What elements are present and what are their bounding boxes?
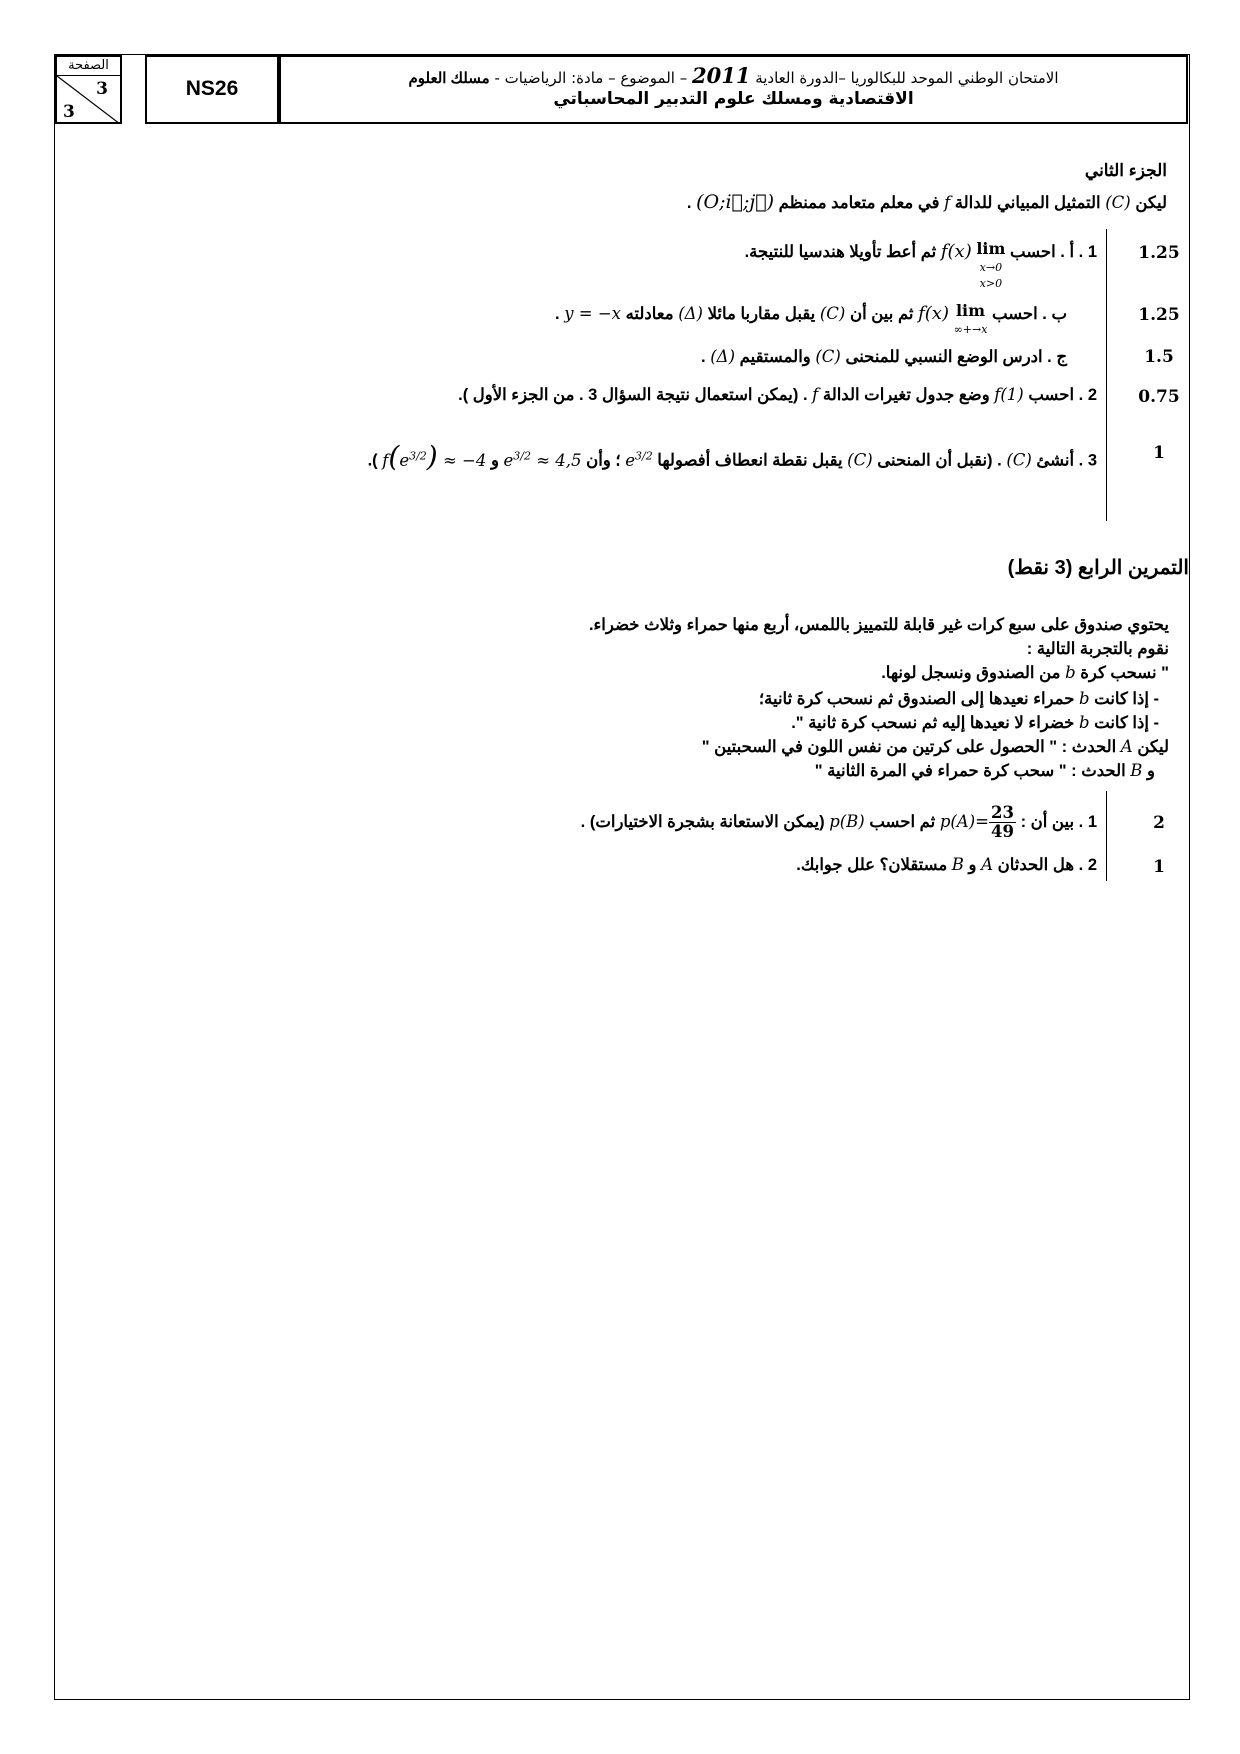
q3-end: ).: [367, 451, 378, 470]
pB: p(B): [829, 812, 865, 831]
intro-text-a: ليكن: [1135, 194, 1167, 212]
ball-b: b: [1065, 663, 1076, 682]
ex4-p2: نقوم بالتجربة التالية :: [1026, 640, 1169, 658]
ball-b-2: b: [1078, 689, 1090, 708]
q3-text4: و: [490, 451, 499, 470]
q1a-label: 1 . أ . احسب: [1010, 243, 1097, 261]
event-B: B: [1130, 761, 1143, 780]
title-year: 2011: [691, 63, 751, 88]
pA-expr: [939, 802, 1016, 841]
title-mid: – الموضوع – مادة: الرياضيات -: [494, 69, 688, 87]
score-1c: 1.5: [1144, 347, 1174, 367]
title-stream: مسلك العلوم: [408, 70, 490, 87]
q3-text3: ؛ وأن: [586, 451, 621, 470]
q2-A: A: [981, 855, 994, 874]
title-line2: الاقتصادية ومسلك علوم التدبير المحاسباتي: [553, 89, 914, 109]
ex4-question-1: [581, 799, 1097, 845]
ex4-p3: [881, 663, 1169, 683]
q3-text: . (نقبل أن المنحنى: [877, 451, 1002, 470]
p3-a: " نسحب كرة: [1080, 664, 1169, 682]
ex4-p6: [702, 737, 1169, 757]
q1b-curve: (C): [819, 304, 846, 323]
question-1c: [701, 347, 1067, 367]
p4-b: حمراء نعيدها إلى الصندوق ثم نسحب كرة ثانية؛: [758, 690, 1075, 708]
q2-text2: مستقلان؟ علل جوابك.: [796, 856, 948, 874]
q1c-text: والمستقيم: [739, 348, 811, 366]
q1b-end: .: [555, 305, 560, 323]
f-sym: f: [382, 450, 389, 470]
part2-margin-rule: [1106, 229, 1107, 521]
score-ex4-q1: 2: [1153, 813, 1165, 833]
exam-page: [54, 54, 1190, 1700]
q1a-text: ثم أعط تأويلا هندسيا للنتيجة.: [744, 243, 937, 261]
lim-word: lim: [976, 239, 1006, 258]
title-prefix: الامتحان الوطني الموحد للبكالوريا –الدورة العادية: [755, 69, 1059, 87]
q1b-text2: يقبل مقاربا مائلا: [707, 305, 816, 323]
exercise4-heading: التمرين الرابع (3 نقط): [1007, 557, 1189, 579]
e-exp: 3/2: [635, 449, 653, 462]
q1-text2: (يمكن الاستعانة بشجرة الاختيارات) .: [580, 813, 825, 831]
q2-f1: f(1): [994, 385, 1024, 404]
intro-curve: (C): [1105, 193, 1131, 212]
q3-curve2: (C): [847, 450, 873, 470]
q2-and: و: [968, 856, 977, 874]
p6-a: ليكن: [1137, 738, 1169, 756]
page-total: 3: [63, 102, 75, 122]
event-A: A: [1120, 737, 1133, 756]
intro-end: .: [686, 194, 692, 212]
q2-B: B: [951, 855, 964, 874]
ex4-question-2: [796, 855, 1097, 875]
pA: p(A)=: [939, 812, 989, 831]
subject-code: NS26: [145, 55, 279, 124]
p5-b: خضراء لا نعيدها إليه ثم نسحب كرة ثانية ".: [791, 714, 1075, 732]
q3-label: 3 . أنشئ: [1036, 451, 1097, 470]
q1b-asymptote: (Δ): [678, 304, 703, 323]
q1b-fx: f(x): [918, 303, 949, 324]
q2-label2: 2 . هل الحدثان: [997, 856, 1097, 874]
q1c-label: ج . ادرس الوضع النسبي للمنحنى: [845, 348, 1067, 366]
score-ex4-q2: 1: [1153, 857, 1165, 877]
ex4-p7: [815, 761, 1155, 781]
q1b-label: ب . احسب: [992, 305, 1067, 323]
p7-a: و: [1147, 762, 1155, 780]
fraction: [989, 804, 1016, 841]
ball-b-3: b: [1078, 713, 1090, 732]
page-current: 3: [96, 79, 108, 99]
q1b-sub: x→+∞: [953, 322, 988, 336]
lim-word-2: lim: [955, 301, 986, 320]
p5-a: - إذا كانت: [1094, 714, 1159, 732]
question-1a: [745, 241, 1097, 291]
frac-num: 23: [991, 802, 1014, 822]
q1a-fx: f(x): [940, 241, 972, 262]
q1b-text3: معادلته: [625, 305, 674, 323]
q2-label: 2 . احسب: [1028, 386, 1097, 404]
q2-text: وضع جدول تغيرات الدالة: [822, 386, 990, 404]
q1c-end: .: [701, 348, 706, 366]
score-2: 0.75: [1138, 387, 1180, 407]
q1a-sub: x→0: [979, 260, 1003, 274]
q1b-limit: [954, 303, 988, 336]
q1b-equation: y = −x: [564, 304, 621, 323]
q3-e32: [625, 451, 652, 470]
exam-header: [55, 55, 1188, 125]
p4-a: - إذا كانت: [1094, 690, 1159, 708]
q3-curve: (C): [1006, 450, 1032, 470]
p3-b: من الصندوق ونسجل لونها.: [881, 664, 1061, 682]
p7-b: الحدث : " سحب كرة حمراء في المرة الثانية ": [814, 762, 1126, 780]
intro-frame: (O;i⃗;j⃗): [696, 191, 775, 213]
question-3: [368, 433, 1097, 484]
frac-den: 49: [991, 822, 1014, 841]
q3-text2: يقبل نقطة انعطاف أفصولها: [657, 451, 843, 470]
part2-heading: الجزء الثاني: [1084, 161, 1167, 180]
q1a-limit: [976, 241, 1005, 291]
q1-text: ثم احسب: [869, 813, 936, 831]
q1-label: 1 . بين أن :: [1020, 813, 1097, 831]
question-2: [458, 385, 1097, 405]
q2-text2: . (يمكن استعمال نتيجة السؤال 3 . من الجزء الأول ).: [458, 386, 808, 404]
intro-text-c: في معلم متعامد ممنظم: [778, 194, 940, 212]
score-1a: 1.25: [1138, 243, 1180, 263]
q1c-line: (Δ): [710, 347, 736, 366]
ex4-margin-rule: [1106, 791, 1107, 881]
score-1b: 1.25: [1138, 305, 1180, 325]
intro-f: f: [944, 193, 951, 212]
e-base: e: [625, 450, 635, 470]
q3-approx2: $f(e^{3/2}) \approx -4$: [382, 439, 487, 473]
page-number-box: [55, 55, 122, 124]
e-exp-2: 3/2: [513, 449, 531, 462]
question-1b: [555, 303, 1067, 336]
e-base-2: e: [503, 450, 514, 470]
p6-b: الحدث : " الحصول على كرتين من نفس اللون في السحبتين ": [701, 738, 1117, 756]
ex4-p5: [791, 713, 1159, 733]
q3-approx1: $e^{3/2} \approx 4,5$: [503, 449, 582, 470]
q2-f: f: [812, 385, 819, 404]
page-label: الصفحة: [57, 57, 120, 76]
ex4-p4: [759, 689, 1159, 709]
ex4-p1: يحتوي صندوق على سبع كرات غير قابلة للتمييز باللمس، أربع منها حمراء وثلاث خضراء.: [588, 616, 1169, 634]
q1a-sub2: x>0: [979, 277, 1003, 290]
part2-intro: [687, 191, 1167, 213]
intro-text-b: التمثيل المبياني للدالة: [954, 194, 1101, 212]
score-3: 1: [1153, 443, 1165, 463]
q1b-text: ثم بين أن: [849, 305, 914, 323]
q1c-curve: (C): [815, 347, 841, 366]
exam-title: [279, 55, 1188, 124]
